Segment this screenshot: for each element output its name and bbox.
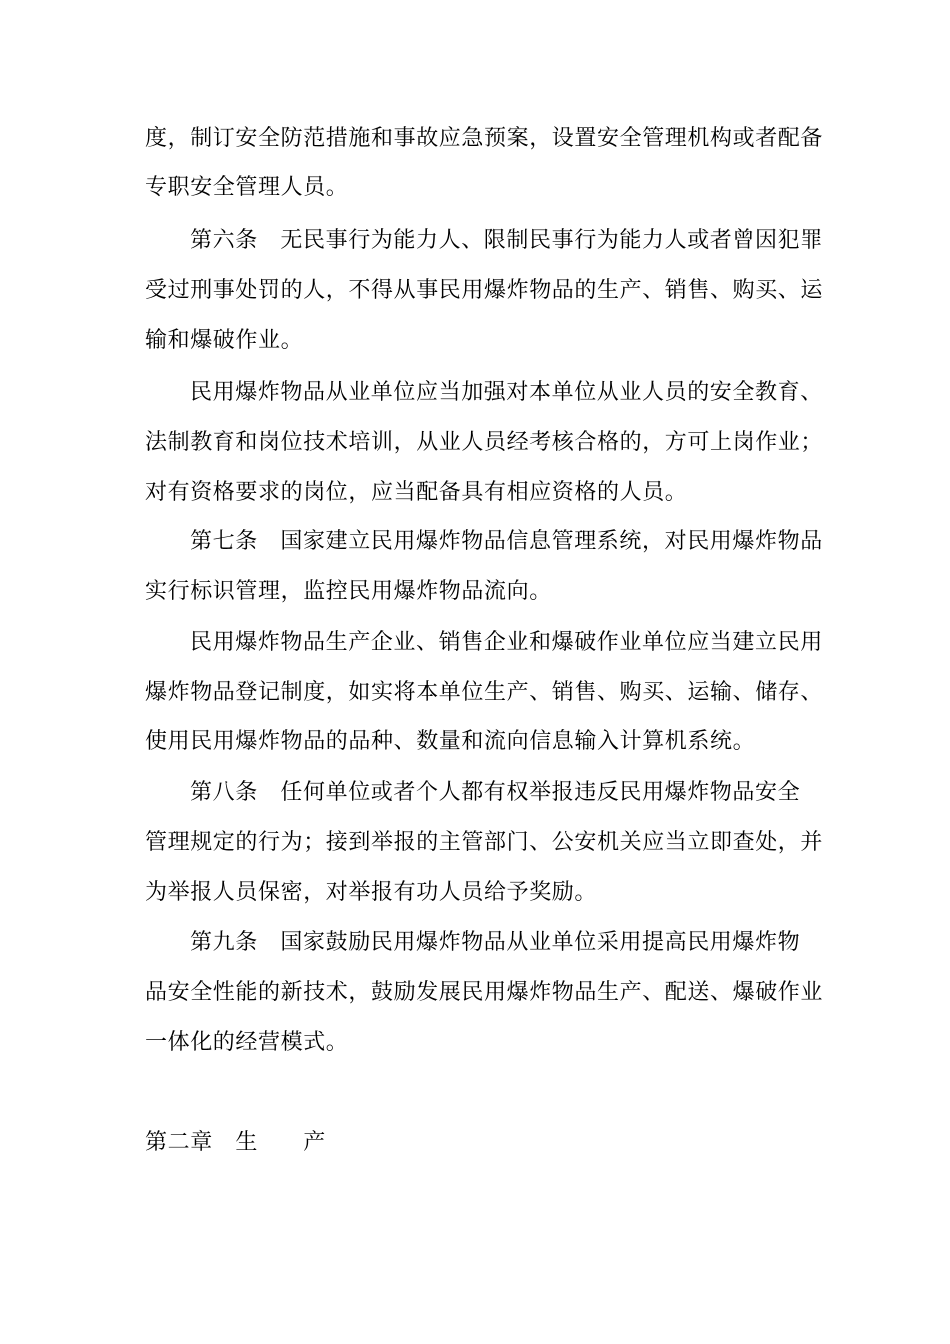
chapter-heading: 第二章 生 产: [145, 1130, 326, 1155]
paragraph-line: 民用爆炸物品从业单位应当加强对本单位从业人员的安全教育、: [190, 380, 823, 405]
article-7-line: 第七条 国家建立民用爆炸物品信息管理系统，对民用爆炸物品: [190, 529, 823, 554]
text-line: 为举报人员保密，对举报有功人员给予奖励。: [145, 880, 598, 905]
article-6-line: 第六条 无民事行为能力人、限制民事行为能力人或者曾因犯罪: [190, 228, 823, 253]
text-line: 爆炸物品登记制度，如实将本单位生产、销售、购买、运输、储存、: [145, 680, 824, 705]
paragraph-line: 民用爆炸物品生产企业、销售企业和爆破作业单位应当建立民用: [190, 630, 823, 655]
text-line: 一体化的经营模式。: [145, 1030, 349, 1055]
text-line: 实行标识管理，监控民用爆炸物品流向。: [145, 579, 552, 604]
text-line: 管理规定的行为；接到举报的主管部门、公安机关应当立即查处，并: [145, 830, 824, 855]
article-8-line: 第八条 任何单位或者个人都有权举报违反民用爆炸物品安全: [190, 780, 801, 805]
text-line: 使用民用爆炸物品的品种、数量和流向信息输入计算机系统。: [145, 729, 756, 754]
text-line: 度，制订安全防范措施和事故应急预案，设置安全管理机构或者配备: [145, 126, 824, 151]
text-line: 输和爆破作业。: [145, 328, 304, 353]
text-line: 受过刑事处罚的人，不得从事民用爆炸物品的生产、销售、购买、运: [145, 278, 824, 303]
text-line: 品安全性能的新技术，鼓励发展民用爆炸物品生产、配送、爆破作业: [145, 980, 824, 1005]
text-line: 对有资格要求的岗位，应当配备具有相应资格的人员。: [145, 480, 688, 505]
article-9-line: 第九条 国家鼓励民用爆炸物品从业单位采用提高民用爆炸物: [190, 930, 801, 955]
text-line: 专职安全管理人员。: [145, 175, 349, 200]
text-line: 法制教育和岗位技术培训，从业人员经考核合格的，方可上岗作业；: [145, 430, 824, 455]
